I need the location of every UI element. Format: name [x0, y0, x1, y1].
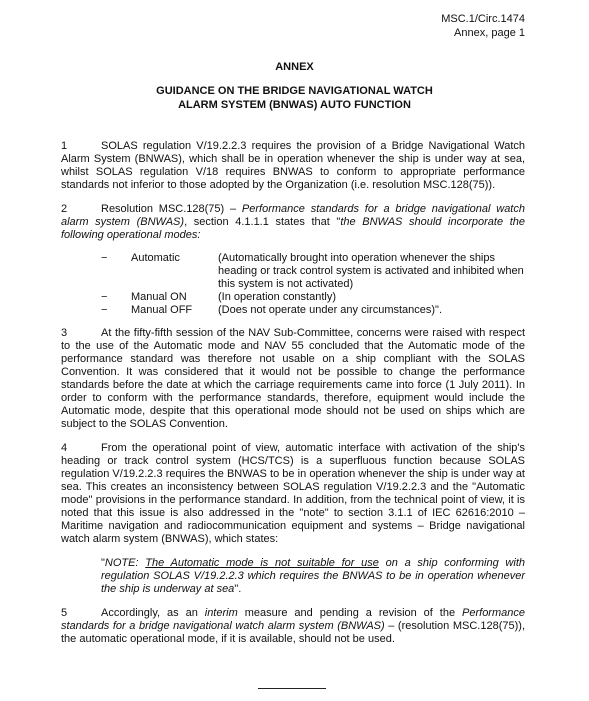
list-dash: −: [101, 304, 108, 316]
end-divider: [258, 688, 326, 689]
standard-title: Performance standards for a bridge navigational watch alarm system (BNWAS): [61, 607, 525, 632]
paragraph-text: Accordingly, as an: [101, 607, 205, 619]
paragraph-number: 2: [61, 203, 68, 215]
paragraph-3: [61, 327, 525, 431]
operational-modes-list: [101, 252, 525, 317]
paragraph-5: [61, 607, 525, 646]
paragraph-text: , section 4.1.1.1 states that ": [184, 216, 341, 228]
mode-description: (Does not operate under any circumstances)".: [218, 304, 443, 316]
paragraph-number: 1: [61, 140, 68, 152]
mode-name: Manual ON: [131, 291, 187, 303]
list-dash: −: [101, 252, 108, 264]
title-line-1: GUIDANCE ON THE BRIDGE NAVIGATIONAL WATCH: [156, 85, 433, 97]
paragraph-2: [61, 203, 525, 242]
page-reference: Annex, page 1: [454, 27, 525, 39]
list-dash: −: [101, 291, 108, 303]
paragraph-text: – (resolution MSC.128(75)), the automatic operational mode, if it is available, should not be used.: [61, 620, 525, 645]
underlined-text: The Automatic mode is not suitable for use: [145, 557, 379, 569]
paragraph-text: From the operational point of view, automatic interface with activation of the ship's heading or track control system (HCS/TCS) is a superfluous function because SOLAS regulation V/19.2.2.3 requires the BNWAS to be in operation whenever the ship is under way at sea. This creates an inconsistency between SOLAS regulation V/19.2.2.3 and the "Automatic mode" provisions in the performance standard. In addition, from the technical point of view, it is noted that this issue is also addressed in the "note" to section 3.1.1 of IEC 62616:2010 – Maritime navigation and radiocommunication equipment and systems – Bridge navigational watch alarm system (BNWAS), which states:: [61, 442, 525, 545]
emphasis-text: interim: [204, 607, 238, 619]
paragraph-number: 3: [61, 327, 68, 339]
paragraph-1: [61, 140, 525, 192]
paragraph-number: 4: [61, 442, 68, 454]
quote-text: on a ship conforming with regulation SOLAS V/19.2.2.3 which requires the BNWAS to be in operation whenever the ship is underway at sea: [101, 557, 525, 595]
paragraph-text: Resolution MSC.128(75) –: [101, 203, 242, 215]
quote-open: ": [101, 557, 105, 569]
mode-description: (Automatically brought into operation whenever the ships heading or track control system is activated and inhibited when this system is not activated): [218, 252, 524, 290]
paragraph-text: At the fifty-fifth session of the NAV Sub-Committee, concerns were raised with respect to the use of the Automatic mode and NAV 55 concluded that the Automatic mode of the performance standard was therefore not usable on a ship compliant with the SOLAS Convention. It was considered that it would not be possible to change the performance standards before the date at which the carriage requirements came into force (1 July 2011). In order to conform with the performance standards, therefore, equipment would include the Automatic mode, despite that this operational mode should not be used on ships which are subject to the SOLAS Convention.: [61, 327, 525, 430]
note-prefix: NOTE:: [104, 557, 146, 569]
quoted-text: the BNWAS should incorporate the following operational modes:: [61, 216, 525, 241]
mode-name: Manual OFF: [131, 304, 193, 316]
list-item: [101, 252, 525, 291]
document-body: [61, 140, 525, 657]
paragraph-4: [61, 442, 525, 546]
paragraph-text: SOLAS regulation V/19.2.2.3 requires the provision of a Bridge Navigational Watch Alarm System (BNWAS), which shall be in operation whenever the ship is under way at sea, whilst SOLAS regulation V/18 requires BNWAS to conform to appropriate performance standards not inferior to those adopted by the Organization (i.e. resolution MSC.128(75)).: [61, 140, 525, 191]
title-line-2: ALARM SYSTEM (BNWAS) AUTO FUNCTION: [178, 99, 411, 111]
mode-name: Automatic: [131, 252, 180, 264]
block-quote: [101, 557, 525, 596]
document-reference: MSC.1/Circ.1474: [441, 13, 525, 25]
list-item: [101, 291, 525, 304]
mode-description: (In operation constantly): [218, 291, 337, 303]
document-title: [0, 84, 589, 112]
paragraph-text: measure and pending a revision of the: [237, 607, 463, 619]
document-header: [441, 12, 525, 40]
standard-title: Performance standards for a bridge navigational watch alarm system (BNWAS): [61, 203, 525, 228]
quote-close: ".: [234, 583, 242, 595]
annex-heading: ANNEX: [275, 61, 314, 73]
list-item: [101, 304, 525, 317]
paragraph-number: 5: [61, 607, 68, 619]
